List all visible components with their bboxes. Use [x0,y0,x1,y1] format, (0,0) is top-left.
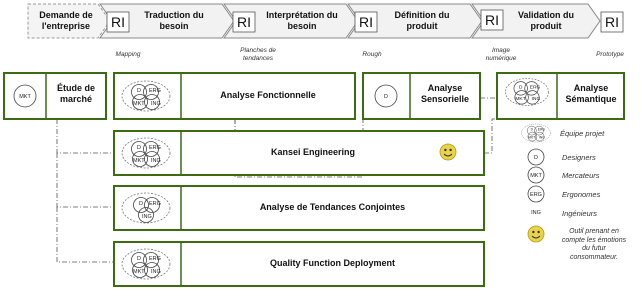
svg-text:MKT: MKT [133,158,145,164]
legend-erg-label: ERG [530,192,542,198]
box-title-etude: Étude de marché [56,83,95,104]
svg-text:ERG: ERG [537,127,545,132]
svg-text:D: D [530,127,533,132]
box-title-qfd: Quality Function Deployment [269,258,395,268]
ri-badge-2-text: RI [237,14,251,30]
connectors [57,98,497,262]
svg-text:MKT: MKT [133,269,145,275]
svg-text:ING: ING [531,97,541,103]
box-title-kansei: Kansei Engineering [270,147,356,157]
ri-badge-4-text: RI [485,12,499,28]
svg-text:ERG: ERG [149,145,161,151]
ri-badge-5-text: RI [605,14,619,30]
mkt-circle-label: MKT [19,94,31,100]
svg-text:MKT: MKT [133,101,145,107]
legend-smiley-icon [528,226,544,242]
ri-badge-3-text: RI [359,14,373,30]
box-title-semantique: Analyse Sémantique [565,83,617,104]
svg-text:D: D [518,85,523,91]
box-title-tendances: Analyse de Tendances Conjointes [259,202,406,212]
svg-text:ERG: ERG [149,256,161,262]
legend-equipe: Équipe projet [560,129,605,138]
svg-text:MKT: MKT [515,97,526,103]
phase-label-interpretation: Interprétation du besoin [266,10,338,31]
legend-designers: Designers [562,153,596,162]
legend-team-icon [522,124,551,142]
ri-badge-1-text: RI [111,14,125,30]
box-title-sensorielle: Analyse Sensorielle [420,83,470,104]
legend-d-label: D [534,155,538,161]
svg-text:ING: ING [539,135,545,140]
box-title-fonctionnelle: Analyse Fonctionnelle [220,90,316,100]
svg-text:D: D [137,256,141,262]
phase-label-demande: Demande de l'entreprise [39,10,93,31]
output-image: Image numérique [485,47,517,62]
svg-text:D: D [137,145,141,151]
phase-label-traduction: Traduction du besoin [144,10,204,31]
d-circle-label: D [384,94,388,100]
output-mapping: Mapping [115,51,141,58]
legend-ing-label: ING [531,210,541,216]
svg-text:ERG: ERG [149,88,161,94]
phase-label-definition: Définition du produit [394,10,450,31]
output-prototype: Prototype [596,51,624,58]
legend-mercateurs: Mercateurs [562,171,600,180]
legend-smiley-note: Outil prenant en compte les émotions du futur consommateur. [561,228,627,261]
svg-text:ERG: ERG [149,201,161,207]
svg-text:MKT: MKT [528,135,536,140]
svg-text:ING: ING [151,158,161,164]
svg-text:ING: ING [142,214,152,220]
legend-mkt-label: MKT [530,173,542,179]
output-rough: Rough [362,51,382,58]
legend-ergonomes: Ergonomes [562,190,601,199]
output-planches: Planches de tendances [240,47,276,62]
svg-text:D: D [137,88,141,94]
svg-text:ING: ING [151,269,161,275]
svg-text:ERG: ERG [529,85,541,91]
legend-ingenieurs: Ingénieurs [562,209,598,218]
svg-text:ING: ING [151,101,161,107]
svg-text:D: D [139,201,143,207]
phase-label-validation: Validation du produit [517,10,574,31]
